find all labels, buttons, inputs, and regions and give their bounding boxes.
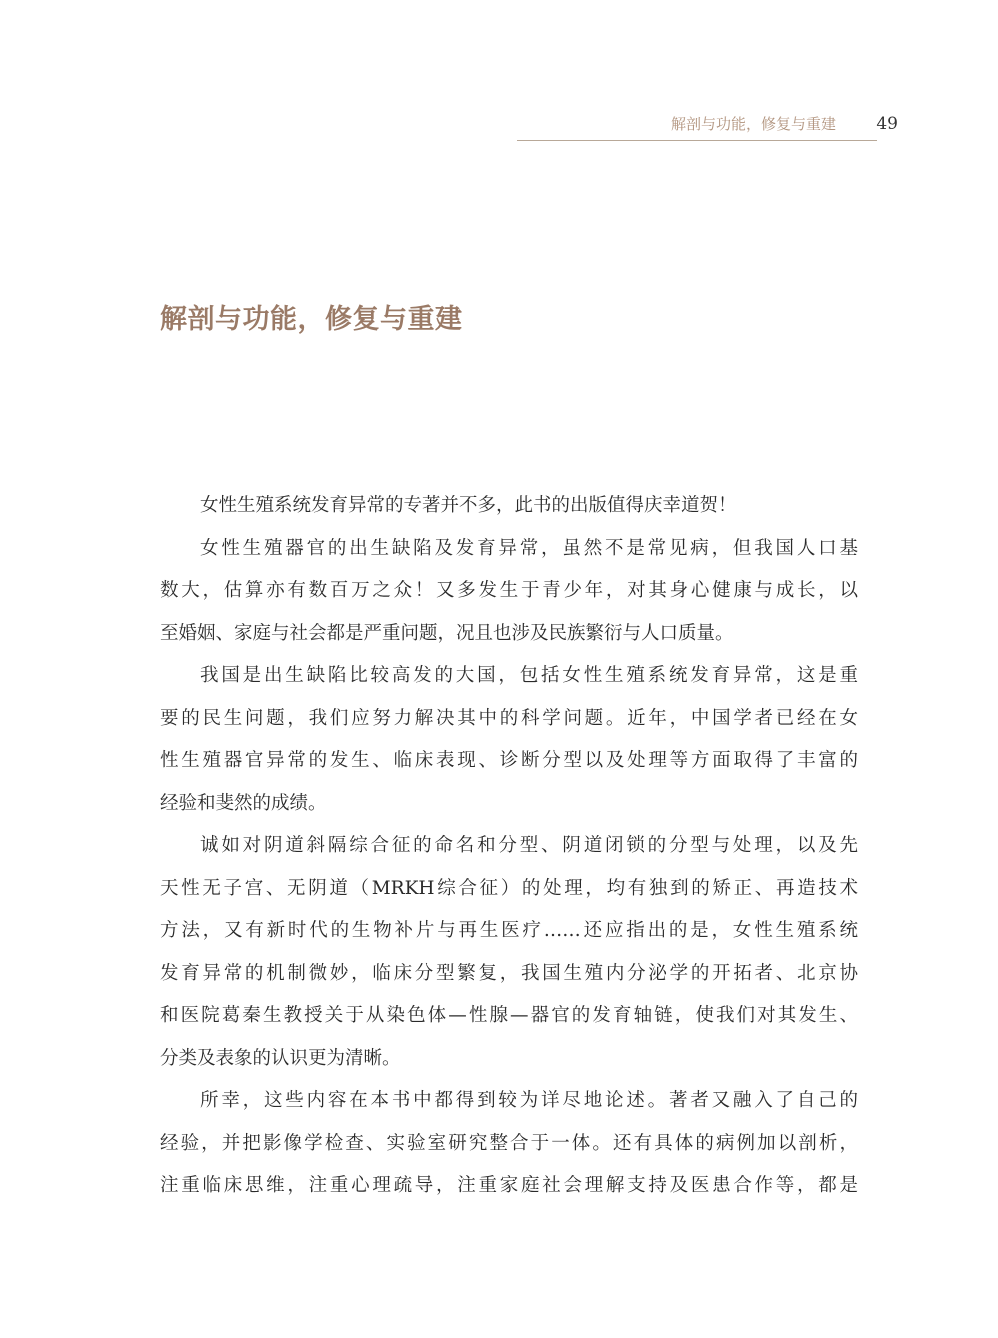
header-divider bbox=[517, 140, 877, 141]
text-line: 注重临床思维，注重心理疏导，注重家庭社会理解支持及医患合作等，都是 bbox=[160, 1175, 858, 1196]
text-line: 所幸，这些内容在本书中都得到较为详尽地论述。著者又融入了自己的 bbox=[200, 1090, 858, 1111]
running-title: 解剖与功能，修复与重建 bbox=[670, 115, 836, 133]
text-line: 经验，并把影像学检查、实验室研究整合于一体。还有具体的病例加以剖析， bbox=[160, 1132, 858, 1154]
text-line: 至婚姻、家庭与社会都是严重问题，况且也涉及民族繁衍与人口质量。 bbox=[160, 622, 734, 644]
paragraph bbox=[160, 528, 858, 656]
text-line: 我国是出生缺陷比较高发的大国，包括女性生殖系统发育异常，这是重 bbox=[200, 665, 858, 686]
paragraph bbox=[160, 825, 858, 1080]
text-line: 女性生殖系统发育异常的专著并不多，此书的出版值得庆幸道贺！ bbox=[200, 495, 737, 516]
text-line: 天性无子宫、无阴道（MRKH综合征）的处理，均有独到的矫正、再造技术 bbox=[160, 877, 858, 899]
paragraph bbox=[160, 485, 858, 528]
text-line: 经验和斐然的成绩。 bbox=[160, 792, 327, 814]
running-header bbox=[520, 112, 898, 136]
text-line: 数大，估算亦有数百万之众！又多发生于青少年，对其身心健康与成长，以 bbox=[160, 580, 858, 601]
text-line: 性生殖器官异常的发生、临床表现、诊断分型以及处理等方面取得了丰富的 bbox=[160, 750, 858, 771]
body-text bbox=[160, 485, 858, 1208]
text-line: 分类及表象的认识更为清晰。 bbox=[160, 1047, 401, 1069]
text-line: 诚如对阴道斜隔综合征的命名和分型、阴道闭锁的分型与处理，以及先 bbox=[200, 835, 858, 856]
page-number: 49 bbox=[876, 114, 898, 134]
paragraph bbox=[160, 655, 858, 825]
chapter-title: 解剖与功能，修复与重建 bbox=[160, 304, 463, 335]
text-line: 要的民生问题，我们应努力解决其中的科学问题。近年，中国学者已经在女 bbox=[160, 707, 858, 729]
paragraph bbox=[160, 1080, 858, 1208]
text-line: 方法，又有新时代的生物补片与再生医疗……还应指出的是，女性生殖系统 bbox=[160, 920, 858, 941]
text-line: 发育异常的机制微妙，临床分型繁复，我国生殖内分泌学的开拓者、北京协 bbox=[160, 962, 858, 984]
text-line: 和医院葛秦生教授关于从染色体—性腺—器官的发育轴链，使我们对其发生、 bbox=[160, 1005, 858, 1026]
text-line: 女性生殖器官的出生缺陷及发育异常，虽然不是常见病，但我国人口基 bbox=[200, 537, 858, 559]
